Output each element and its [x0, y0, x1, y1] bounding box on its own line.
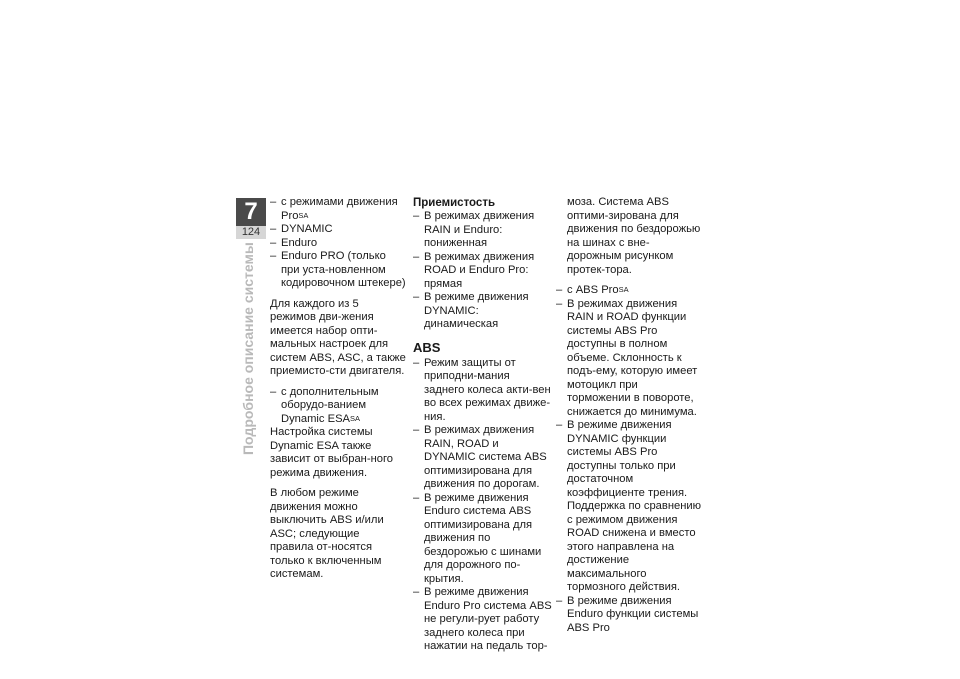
paragraph: Настройка системы Dynamic ESA также зависит от выбран-ного режима движения. — [270, 426, 394, 479]
list-item: – В режиме движения Enduro функции системы ABS Pro — [556, 595, 702, 636]
mode-list — [270, 196, 406, 291]
paragraph: Для каждого из 5 режимов дви-жения имеется набор опти-мальных настроек для систем ABS, ASC, а также приемисто-сти двигателя. — [270, 297, 406, 377]
list-item: – Enduro PRO (только при уста-новленном кодировочном штекере) — [270, 250, 406, 291]
abs-pro-list — [556, 284, 702, 635]
list-item: – DYNAMIC — [270, 223, 406, 237]
list-item: – В режиме движения DYNAMIC: динамическая — [413, 291, 553, 332]
chapter-title: Подробное описание системы — [240, 242, 256, 455]
throttle-list — [413, 210, 553, 332]
paragraph: В любом режиме движения можно выключить ABS и/или ASC; следующие правила от-носятся только к включенным системам. — [270, 487, 384, 580]
list-item: – В режимах движения ROAD и Enduro Pro: прямая — [413, 251, 553, 292]
list-item: – В режиме движения Enduro система ABS оптимизирована для движения по бездорожью с шинами для дорожного по-крытия. — [413, 492, 553, 587]
text-column-2 — [413, 196, 553, 654]
list-item: – с дополнительным оборудо-ванием Dynamic $ESA^{SA}$ — [270, 386, 406, 427]
list-item: – В режимах движения RAIN, ROAD и DYNAMIC система ABS оптимизирована для движения по дорогам. — [413, 424, 553, 492]
list-item: – В режиме движения Enduro Pro система ABS не регули-рует работу заднего колеса при нажатии на педаль тор- — [413, 586, 553, 654]
list-item: – В режиме движения DYNAMIC функции системы ABS Pro доступны только при достаточном коэффициенте трения. Поддержка по сравнению с режимом движения ROAD снижена и вместо этого направлена на достижение максимального тормозного действия. — [556, 419, 702, 595]
list-item: – с режимами движения Pro$^{SA}$ — [270, 196, 406, 223]
sa-marker: SA — [298, 210, 309, 220]
section-heading: Приемистость — [413, 197, 496, 209]
sa-marker: SA — [350, 413, 361, 423]
abs-list — [413, 357, 553, 654]
sa-marker: SA — [618, 285, 629, 294]
list-item: – В режимах движения RAIN и ROAD функции системы ABS Pro доступны в полном объеме. Склонность к подъ-ему, которую имеет мотоцикл при торможении в повороте, снижается до минимума. — [556, 298, 702, 420]
list-item: – Enduro — [270, 237, 406, 251]
text-column-3 — [556, 196, 702, 635]
page-number: 124 — [236, 226, 266, 239]
list-item: – В режимах движения RAIN и Enduro: пониженная — [413, 210, 553, 251]
list-item: – Режим защиты от приподни-мания заднего колеса акти-вен во всех режимах движе-ния. — [413, 357, 553, 425]
text-column-1 — [270, 196, 406, 582]
option-list — [270, 386, 406, 427]
list-item: – с ABS Pro$^{SA}$ — [556, 284, 702, 298]
section-heading: ABS — [413, 339, 441, 355]
chapter-marker — [236, 198, 268, 239]
paragraph: моза. Система ABS оптими-зирована для движения по бездорожью на шинах с вне-дорожным рисунком протек-тора. — [567, 196, 701, 276]
chapter-number: 7 — [236, 198, 266, 226]
